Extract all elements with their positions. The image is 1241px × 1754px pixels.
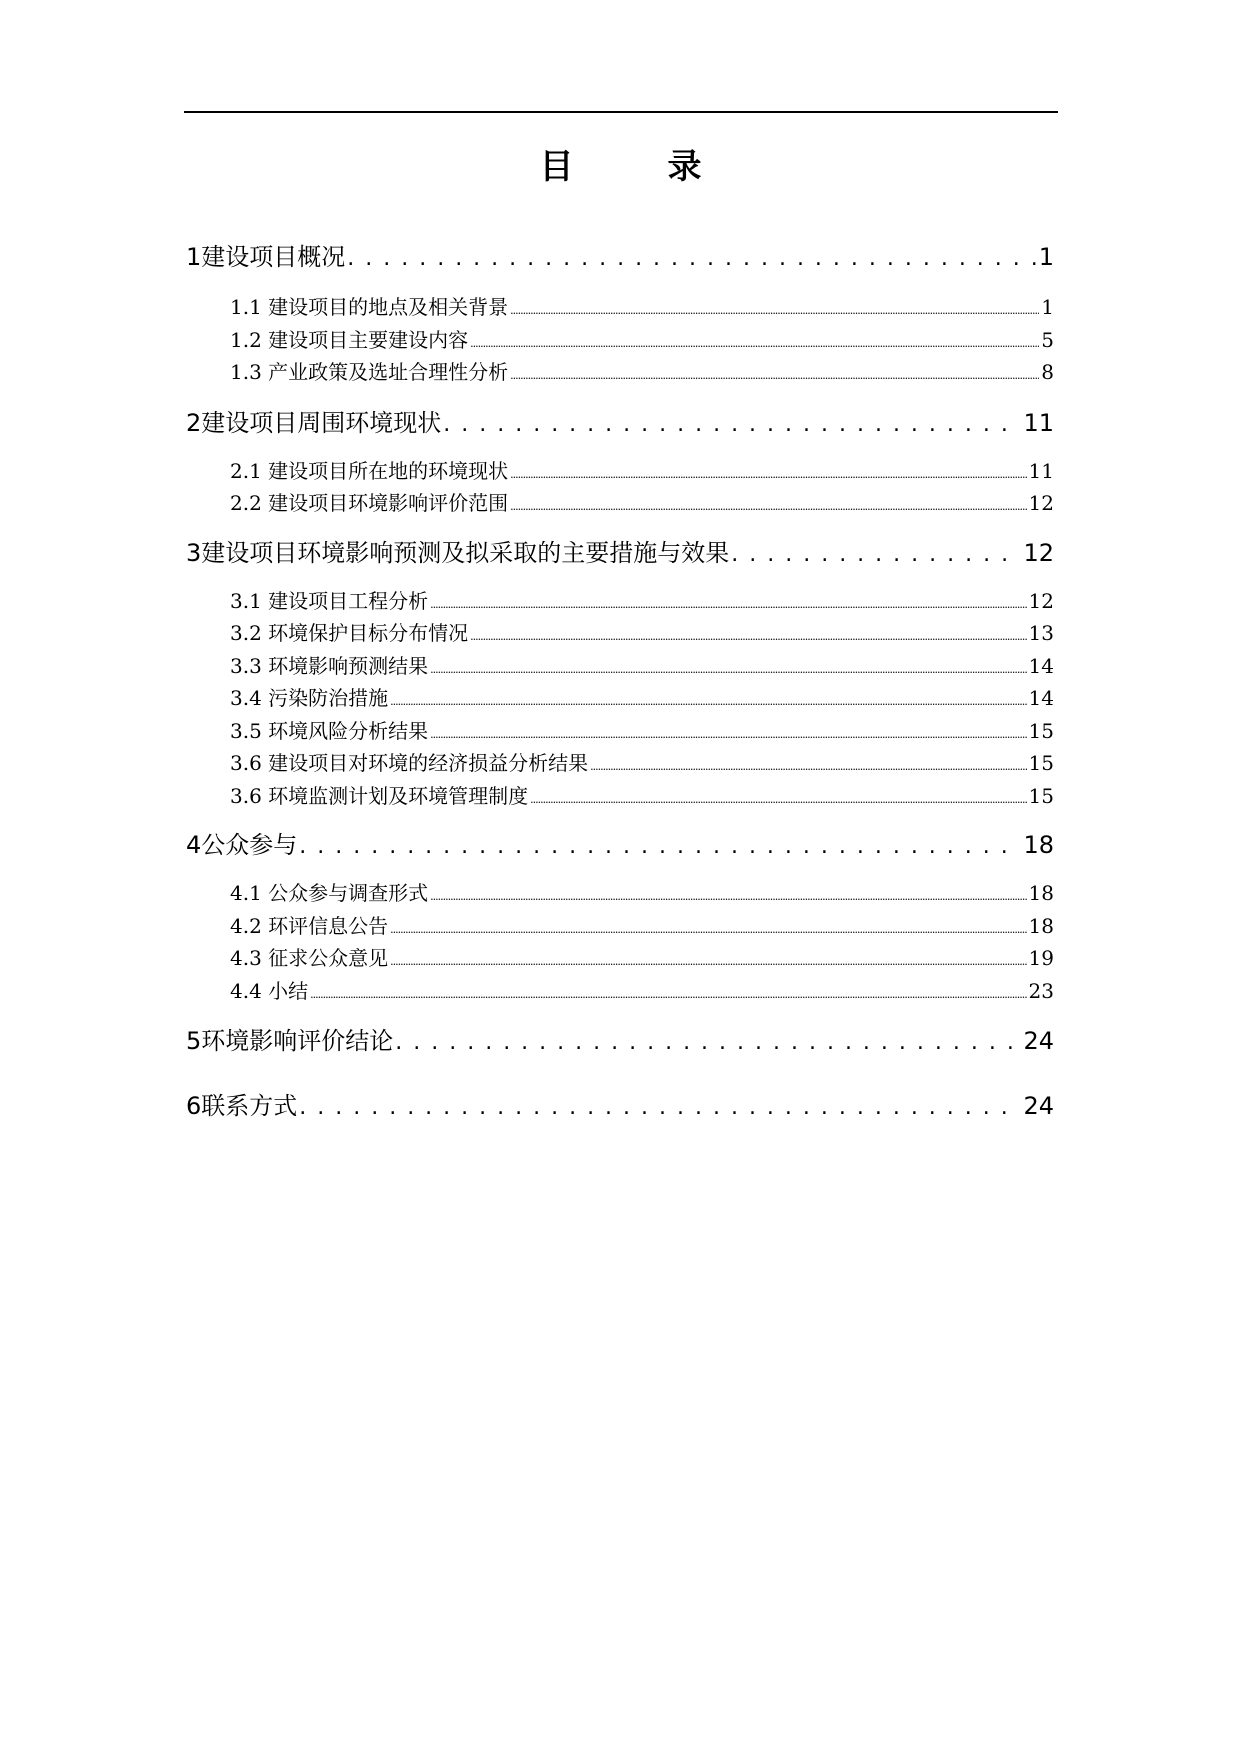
toc-leader-dots — [299, 1088, 1021, 1128]
toc-entry-level1[interactable] — [186, 1021, 1054, 1061]
toc-leader-dots — [510, 492, 1026, 522]
toc-entry-page: 11 — [1028, 459, 1054, 483]
toc-entry-page: 18 — [1028, 914, 1054, 938]
toc-leader-dots — [510, 460, 1026, 490]
toc-entry-label: 3.2 环境保护目标分布情况 — [230, 621, 469, 645]
toc-leader-dots — [390, 915, 1026, 945]
toc-entry-page: 19 — [1028, 946, 1054, 970]
toc-entry-label: 3.6 建设项目对环境的经济损益分析结果 — [230, 751, 589, 775]
toc-leader-dots — [390, 947, 1026, 977]
toc-entry-number: 3 — [186, 539, 202, 567]
toc-entry-page: 12 — [1023, 539, 1054, 567]
toc-entry-number: 1 — [186, 243, 202, 271]
toc-entry-page: 11 — [1023, 409, 1054, 437]
toc-entry-page: 18 — [1023, 831, 1054, 859]
toc-entry-page: 24 — [1023, 1027, 1054, 1055]
toc-leader-dots — [510, 296, 1039, 326]
toc-entry-label: 联系方式 — [201, 1092, 298, 1120]
toc-entry-page: 23 — [1028, 979, 1054, 1003]
toc-entry-page: 14 — [1028, 654, 1054, 678]
toc-entry-page: 18 — [1028, 881, 1054, 905]
toc-entry-label: 3.5 环境风险分析结果 — [230, 719, 429, 743]
toc-entry-level2[interactable] — [230, 716, 1054, 746]
toc-leader-dots — [430, 590, 1026, 620]
toc-entry-label: 建设项目环境影响预测及拟采取的主要措施与效果 — [201, 539, 730, 567]
toc-entry-label: 建设项目周围环境现状 — [201, 409, 442, 437]
toc-leader-dots — [299, 827, 1021, 867]
toc-entry-number: 2 — [186, 409, 202, 437]
toc-entry-level1[interactable] — [186, 533, 1054, 573]
toc-entry-page: 8 — [1041, 360, 1054, 384]
toc-entry-level2[interactable] — [230, 456, 1054, 486]
toc-leader-dots — [430, 655, 1026, 685]
toc-entry-level1[interactable] — [186, 403, 1054, 443]
toc-entry-page: 15 — [1028, 784, 1054, 808]
toc-entry-label: 环境影响评价结论 — [201, 1027, 394, 1055]
toc-leader-dots — [347, 239, 1036, 279]
toc-entry-level2[interactable] — [230, 943, 1054, 973]
toc-entry-page: 14 — [1028, 686, 1054, 710]
toc-leader-dots — [510, 361, 1039, 391]
toc-entry-label: 1.1 建设项目的地点及相关背景 — [230, 295, 509, 319]
toc-entry-page: 12 — [1028, 589, 1054, 613]
toc-entry-level2[interactable] — [230, 651, 1054, 681]
toc-leader-dots — [443, 405, 1021, 445]
toc-leader-dots — [731, 535, 1021, 575]
toc-entry-label: 3.1 建设项目工程分析 — [230, 589, 429, 613]
toc-leader-dots — [530, 785, 1026, 815]
toc-entry-page: 15 — [1028, 751, 1054, 775]
toc-entry-level2[interactable] — [230, 325, 1054, 355]
toc-entry-label: 4.4 小结 — [230, 979, 309, 1003]
toc-entry-label: 3.6 环境监测计划及环境管理制度 — [230, 784, 529, 808]
toc-entry-page: 24 — [1023, 1092, 1054, 1120]
toc-entry-level2[interactable] — [230, 488, 1054, 518]
toc-leader-dots — [395, 1023, 1021, 1063]
toc-entry-level1[interactable] — [186, 825, 1054, 865]
header-rule — [184, 111, 1058, 113]
toc-entry-page: 15 — [1028, 719, 1054, 743]
toc-entry-page: 5 — [1041, 328, 1054, 352]
toc-entry-label: 4.2 环评信息公告 — [230, 914, 389, 938]
toc-leader-dots — [390, 687, 1026, 717]
toc-entry-level2[interactable] — [230, 618, 1054, 648]
toc-entry-label: 1.2 建设项目主要建设内容 — [230, 328, 469, 352]
toc-leader-dots — [590, 752, 1026, 782]
toc-entry-level2[interactable] — [230, 976, 1054, 1006]
toc-entry-level2[interactable] — [230, 586, 1054, 616]
toc-entry-label: 3.4 污染防治措施 — [230, 686, 389, 710]
toc-entry-label: 3.3 环境影响预测结果 — [230, 654, 429, 678]
toc-entry-label: 4.1 公众参与调查形式 — [230, 881, 429, 905]
toc-entry-label: 4.3 征求公众意见 — [230, 946, 389, 970]
toc-leader-dots — [310, 980, 1026, 1010]
toc-entry-level1[interactable] — [186, 1086, 1054, 1126]
toc-entry-level1[interactable] — [186, 237, 1054, 277]
toc-leader-dots — [470, 329, 1039, 359]
toc-entry-number: 5 — [186, 1027, 202, 1055]
toc-entry-level2[interactable] — [230, 683, 1054, 713]
toc-entry-label: 1.3 产业政策及选址合理性分析 — [230, 360, 509, 384]
toc-entry-page: 1 — [1041, 295, 1054, 319]
toc-title: 目 录 — [539, 147, 732, 187]
toc-entry-label: 2.1 建设项目所在地的环境现状 — [230, 459, 509, 483]
toc-entry-level2[interactable] — [230, 911, 1054, 941]
toc-entry-level2[interactable] — [230, 781, 1054, 811]
toc-entry-number: 6 — [186, 1092, 202, 1120]
toc-entry-label: 建设项目概况 — [201, 243, 346, 271]
toc-entry-level2[interactable] — [230, 748, 1054, 778]
toc-leader-dots — [430, 882, 1026, 912]
toc-leader-dots — [470, 622, 1026, 652]
toc-entry-number: 4 — [186, 831, 202, 859]
toc-entry-page: 13 — [1028, 621, 1054, 645]
toc-leader-dots — [430, 720, 1026, 750]
toc-entry-label: 2.2 建设项目环境影响评价范围 — [230, 491, 509, 515]
toc-entry-page: 1 — [1038, 243, 1054, 271]
toc-entry-level2[interactable] — [230, 357, 1054, 387]
toc-entry-level2[interactable] — [230, 878, 1054, 908]
toc-entry-page: 12 — [1028, 491, 1054, 515]
toc-entry-level2[interactable] — [230, 292, 1054, 322]
toc-entry-label: 公众参与 — [201, 831, 298, 859]
